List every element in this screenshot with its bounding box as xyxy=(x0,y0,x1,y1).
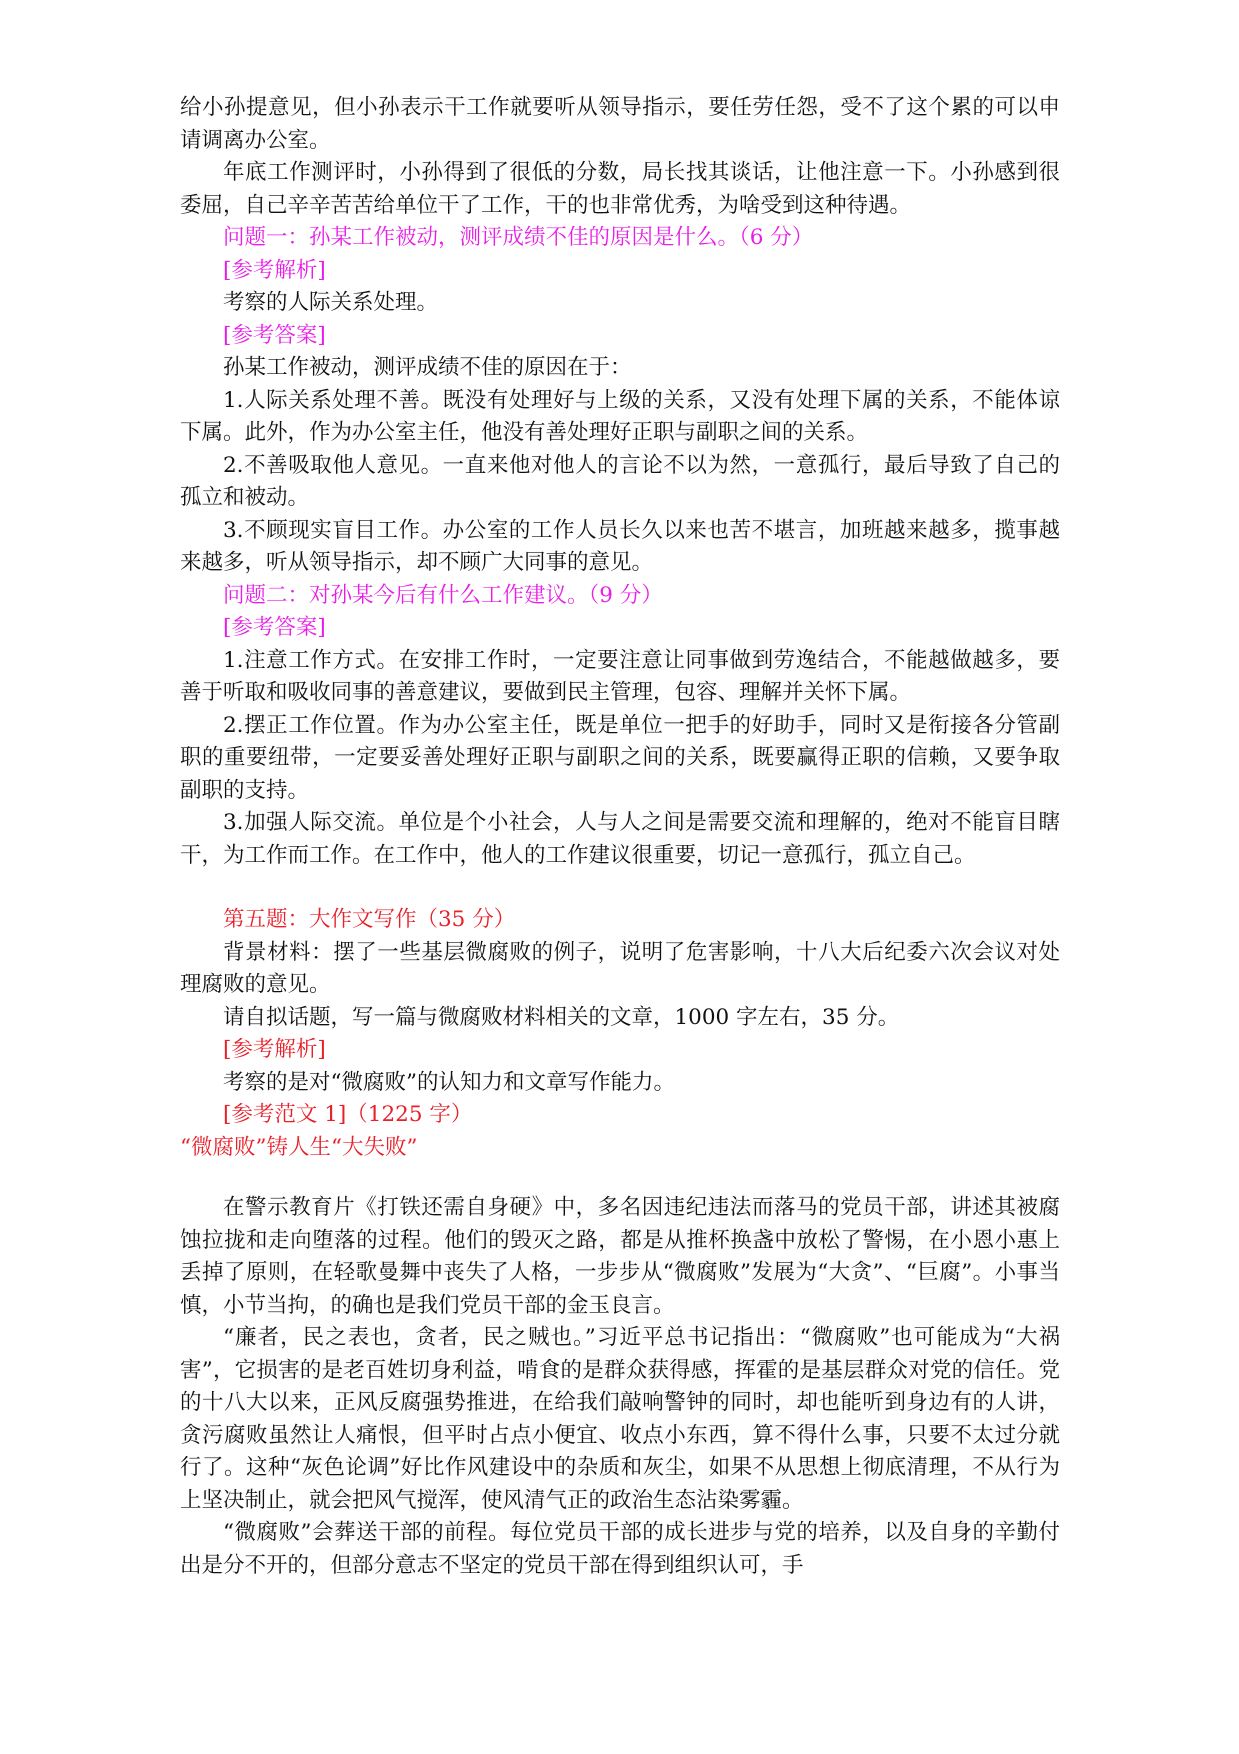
essay-paragraph: 在警示教育片《打铁还需自身硬》中，多名因违纪违法而落马的党员干部，讲述其被腐蚀拉拢和走向堕落的过程。他们的毁灭之路，都是从推杯换盏中放松了警惕，在小恩小惠上丢掉了原则，在轻歌曼舞中丧失了人格，一步步从“微腐败”发展为“大贪”、“巨腐”。小事当慎，小节当拘，的确也是我们党员干部的金玉良言。 xyxy=(180,1195,1060,1318)
paragraph: 给小孙提意见，但小孙表示干工作就要听从领导指示，要任劳任怨，受不了这个累的可以申请调离办公室。 xyxy=(180,95,1060,153)
paragraph: 考察的人际关系处理。 xyxy=(223,290,439,315)
answer-item: 2.摆正工作位置。作为办公室主任，既是单位一把手的好助手，同时又是衔接各分管副职的重要纽带，一定要妥善处理好正职与副职之间的关系，既要赢得正职的信赖，又要争取副职的支持。 xyxy=(180,712,1060,803)
question-5-heading: 第五题：大作文写作（35 分） xyxy=(223,907,516,932)
reference-sample-label: [参考范文 1]（1225 字） xyxy=(223,1102,473,1127)
question-1-heading: 问题一：孙某工作被动，测评成绩不佳的原因是什么。（6 分） xyxy=(223,225,814,250)
document-page xyxy=(180,92,1060,1582)
reference-analysis-label: [参考解析] xyxy=(223,257,326,283)
paragraph: 孙某工作被动，测评成绩不佳的原因在于： xyxy=(223,355,632,380)
reference-analysis-label: [参考解析] xyxy=(223,1037,326,1062)
reference-answer-label: [参考答案] xyxy=(223,615,326,640)
reference-answer-label: [参考答案] xyxy=(223,322,326,348)
essay-paragraph: “微腐败”会葬送干部的前程。每位党员干部的成长进步与党的培养，以及自身的辛勤付出是分不开的，但部分意志不坚定的党员干部在得到组织认可，手 xyxy=(180,1520,1060,1578)
answer-item: 2.不善吸取他人意见。一直来他对他人的言论不以为然，一意孤行，最后导致了自己的孤立和被动。 xyxy=(180,452,1060,510)
spacer xyxy=(180,872,1060,904)
paragraph: 请自拟话题，写一篇与微腐败材料相关的文章，1000 字左右，35 分。 xyxy=(223,1004,900,1030)
paragraph: 背景材料：摆了一些基层微腐败的例子，说明了危害影响，十八大后纪委六次会议对处理腐败的意见。 xyxy=(180,939,1060,997)
essay-paragraph: “廉者，民之表也，贪者，民之贼也。”习近平总书记指出：“微腐败”也可能成为“大祸害”，它损害的是老百姓切身利益，啃食的是群众获得感，挥霍的是基层群众对党的信任。党的十八大以来，正风反腐强势推进，在给我们敲响警钟的同时，却也能听到身边有的人讲，贪污腐败虽然让人痛恨，但平时占点小便宜、收点小东西，算不得什么事，只要不太过分就行了。这种“灰色论调”好比作风建设中的杂质和灰尘，如果不从思想上彻底清理，不从行为上坚决制止，就会把风气搅浑，使风清气正的政治生态沾染雾霾。 xyxy=(180,1325,1060,1513)
spacer xyxy=(180,1164,1060,1192)
answer-item: 3.不顾现实盲目工作。办公室的工作人员长久以来也苦不堪言，加班越来越多，揽事越来越多，听从领导指示，却不顾广大同事的意见。 xyxy=(180,517,1060,575)
paragraph: 考察的是对“微腐败”的认知力和文章写作能力。 xyxy=(223,1069,675,1095)
answer-item: 3.加强人际交流。单位是个小社会，人与人之间是需要交流和理解的，绝对不能盲目瞎干，为工作而工作。在工作中，他人的工作建议很重要，切记一意孤行，孤立自己。 xyxy=(180,810,1060,868)
paragraph: 年底工作测评时，小孙得到了很低的分数，局长找其谈话，让他注意一下。小孙感到很委屈，自己辛辛苦苦给单位干了工作，干的也非常优秀，为啥受到这种待遇。 xyxy=(180,160,1060,218)
article-title: “微腐败”铸人生“大失败” xyxy=(180,1134,418,1160)
question-2-heading: 问题二：对孙某今后有什么工作建议。（9 分） xyxy=(223,582,663,608)
answer-item: 1.人际关系处理不善。既没有处理好与上级的关系，又没有处理下属的关系，不能体谅下属。此外，作为办公室主任，他没有善处理好正职与副职之间的关系。 xyxy=(180,387,1060,445)
answer-item: 1.注意工作方式。在安排工作时，一定要注意让同事做到劳逸结合，不能越做越多，要善于听取和吸收同事的善意建议，要做到民主管理，包容、理解并关怀下属。 xyxy=(180,647,1060,705)
